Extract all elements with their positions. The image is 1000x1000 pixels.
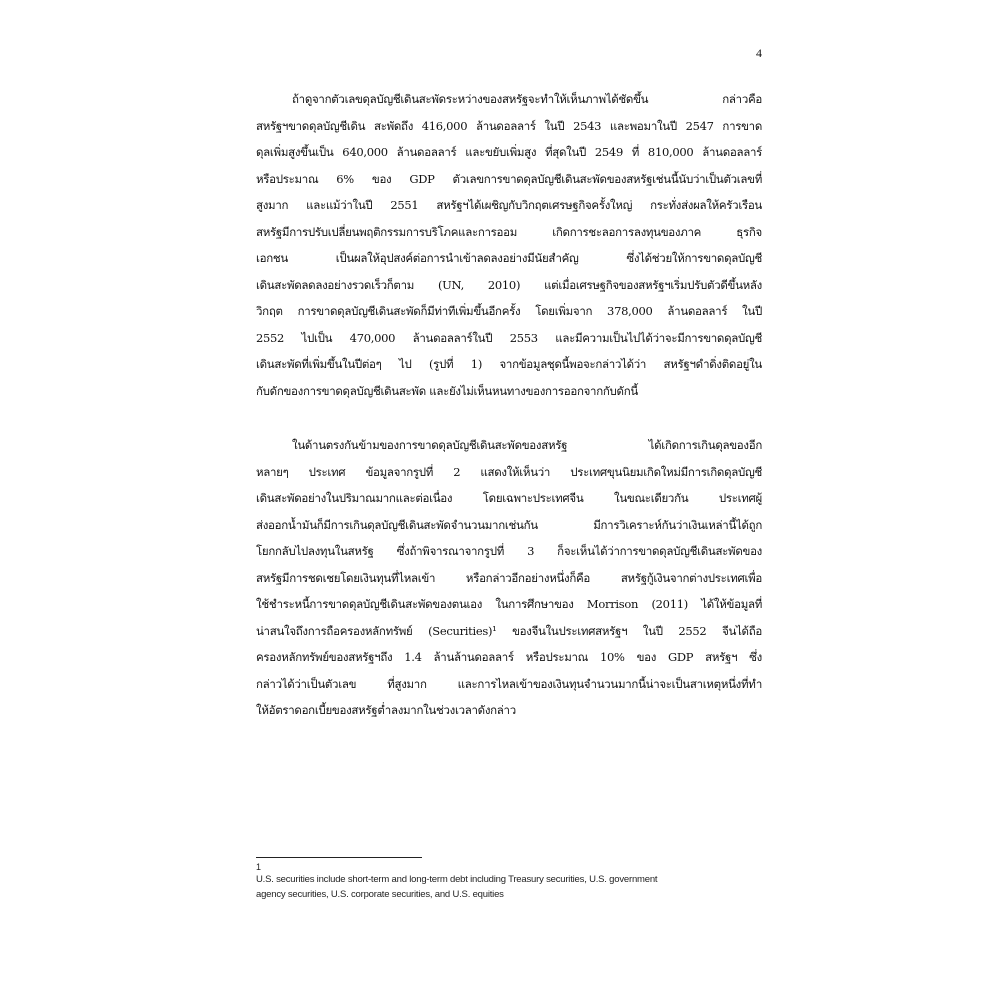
paragraph-surplus-countries <box>256 432 762 724</box>
footnote-line: agency securities, U.S. corporate securities, and U.S. equities <box>256 889 504 900</box>
paragraph-line: ใช้ชำระหนี้การขาดดุลบัญชีเดินสะพัดของตนเอง ในการศึกษาของ Morrison (2011) ได้ให้ข้อมูลที่ <box>256 597 762 611</box>
footnote-line: U.S. securities include short-term and long-term debt including Treasury securities, U.S. government <box>256 874 658 885</box>
paragraph-line: สหรัฐฯขาดดุลบัญชีเดิน สะพัดถึง 416,000 ล้านดอลลาร์ ในปี 2543 และพอมาในปี 2547 การขาด <box>256 118 762 133</box>
paragraph-line: เดินสะพัดอย่างในปริมาณมากและต่อเนื่อง โดยเฉพาะประเทศจีน ในขณะเดียวกัน ประเทศผู้ <box>256 491 762 505</box>
paragraph-line: ดุลเพิ่มสูงขึ้นเป็น 640,000 ล้านดอลลาร์ และขยับเพิ่มสูง ที่สุดในปี 2549 ที่ 810,000 ล้านดอลลาร์ <box>256 145 762 159</box>
footnote-divider <box>256 857 422 858</box>
footnote <box>256 862 746 902</box>
paragraph-line: ส่งออกน้ำมันก็มีการเกินดุลบัญชีเดินสะพัดจำนวนมากเช่นกัน มีการวิเคราะห์กันว่าเงินเหล่านี้ได้ถูก <box>256 517 762 532</box>
body-text <box>256 86 762 724</box>
paragraph-line: ในด้านตรงกันข้ามของการขาดดุลบัญชีเดินสะพัดของสหรัฐ ได้เกิดการเกินดุลของอีก <box>292 438 762 452</box>
paragraph-line: สหรัฐมีการชดเชยโดยเงินทุนที่ไหลเข้า หรือกล่าวอีกอย่างหนึ่งก็คือ สหรัฐกู้เงินจากต่างประเทศเพื่อ <box>256 570 762 585</box>
page-number: 4 <box>756 46 762 60</box>
paragraph-line: เดินสะพัดลดลงอย่างรวดเร็วก็ตาม (UN, 2010) แต่เมื่อเศรษฐกิจของสหรัฐฯเริ่มปรับตัวดีขึ้นหลัง <box>256 277 762 292</box>
paragraph-line: หรือประมาณ 6% ของ GDP ตัวเลขการขาดดุลบัญชีเดินสะพัดของสหรัฐเช่นนี้นับว่าเป็นตัวเลขที่ <box>256 171 762 186</box>
paragraph-line: สูงมาก และแม้ว่าในปี 2551 สหรัฐฯได้เผชิญกับวิกฤตเศรษฐกิจครั้งใหญ่ กระทั่งส่งผลให้ครัวเรือน <box>256 198 762 212</box>
footnote-marker: 1 <box>256 862 262 872</box>
paragraph-line: ครองหลักทรัพย์ของสหรัฐฯถึง 1.4 ล้านล้านดอลลาร์ หรือประมาณ 10% ของ GDP สหรัฐฯ ซึ่ง <box>256 650 762 664</box>
paragraph-line: สหรัฐมีการปรับเปลี่ยนพฤติกรรมการบริโภคและการออม เกิดการชะลอการลงทุนของภาค ธุรกิจ <box>256 224 762 239</box>
paragraph-line: โยกกลับไปลงทุนในสหรัฐ ซึ่งถ้าพิจารณาจากรูปที่ 3 ก็จะเห็นได้ว่าการขาดดุลบัญชีเดินสะพัดของ <box>256 544 762 558</box>
paragraph-line: เดินสะพัดที่เพิ่มขึ้นในปีต่อๆ ไป (รูปที่ 1) จากข้อมูลชุดนี้พอจะกล่าวได้ว่า สหรัฐฯดำดิ่งติดอยู่ใน <box>256 357 762 371</box>
paragraph-line: หลายๆ ประเทศ ข้อมูลจากรูปที่ 2 แสดงให้เห็นว่า ประเทศขุนนิยมเกิดใหม่มีการเกิดดุลบัญชี <box>256 464 762 479</box>
paragraph-line: น่าสนใจถึงการถือครองหลักทรัพย์ (Securities)¹ ของจีนในประเทศสหรัฐฯ ในปี 2552 จีนได้ถือ <box>256 623 762 638</box>
paragraph-line: วิกฤต การขาดดุลบัญชีเดินสะพัดก็มีท่าทีเพิ่มขึ้นอีกครั้ง โดยเพิ่มจาก 378,000 ล้านดอลลาร์ ในปี <box>256 304 762 318</box>
paragraph-line: ให้อัตราดอกเบี้ยของสหรัฐต่ำลงมากในช่วงเวลาดังกล่าว <box>256 703 516 717</box>
paragraph-line: กับดักของการขาดดุลบัญชีเดินสะพัด และยังไม่เห็นหนทางของการออกจากกับดักนี้ <box>256 383 638 398</box>
paragraph-spacer <box>256 404 762 432</box>
paragraph-line: ถ้าดูจากตัวเลขดุลบัญชีเดินสะพัดระหว่างของสหรัฐจะทำให้เห็นภาพได้ชัดขึ้น กล่าวคือ <box>292 92 762 106</box>
paragraph-line: 2552 ไปเป็น 470,000 ล้านดอลลาร์ในปี 2553 และมีความเป็นไปได้ว่าจะมีการขาดดุลบัญชี <box>256 330 762 345</box>
paragraph-current-account-deficit <box>256 86 762 404</box>
paragraph-line: กล่าวได้ว่าเป็นตัวเลข ที่สูงมาก และการไหลเข้าของเงินทุนจำนวนมากนี้น่าจะเป็นสาเหตุหนึ่งที่ทำ <box>256 676 762 691</box>
paragraph-line: เอกชน เป็นผลให้อุปสงค์ต่อการนำเข้าลดลงอย่างมีนัยสำคัญ ซึ่งได้ช่วยให้การขาดดุลบัญชี <box>256 251 762 265</box>
